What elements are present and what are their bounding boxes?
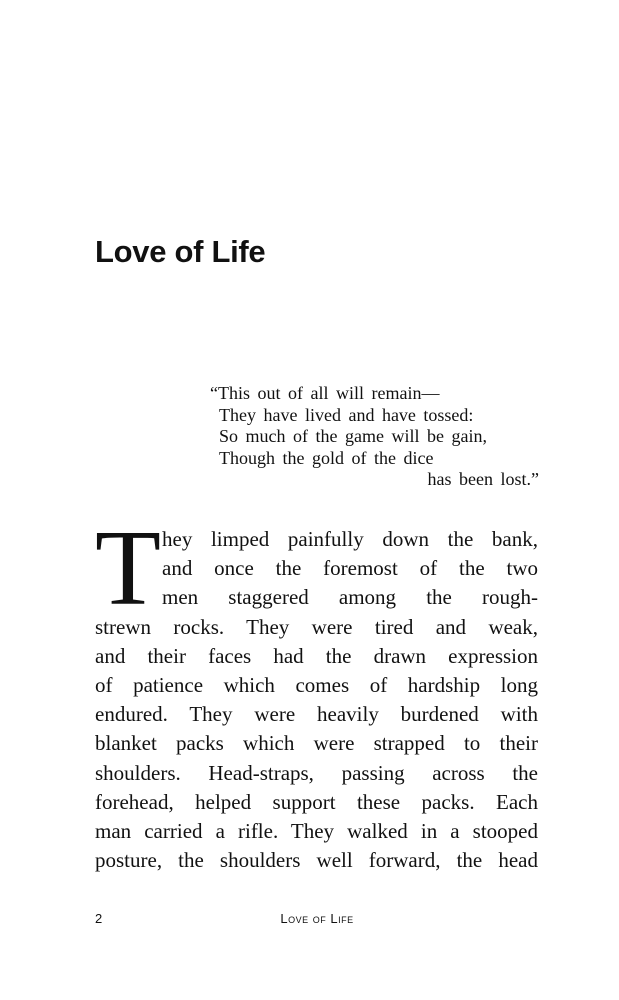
body-line: and their faces had the drawn expression xyxy=(95,643,538,668)
epigraph-line: So much of the game will be gain, xyxy=(219,426,487,447)
page-number: 2 xyxy=(95,911,103,926)
body-line: blanket packs which were strapped to their xyxy=(95,731,538,756)
chapter-title: Love of Life xyxy=(95,234,266,269)
body-paragraph xyxy=(95,509,538,875)
body-line: man carried a rifle. They walked in a stooped xyxy=(95,818,538,843)
body-line: posture, the shoulders well forward, the head xyxy=(95,848,538,873)
epigraph-line: has been lost.” xyxy=(427,469,539,490)
body-line: shoulders. Head-straps, passing across the xyxy=(95,760,538,785)
epigraph-line: They have lived and have tossed: xyxy=(219,404,474,425)
body-line: forehead, helped support these packs. Each xyxy=(95,789,538,814)
body-line: of patience which comes of hardship long xyxy=(95,672,538,697)
epigraph xyxy=(210,383,540,491)
body-line: endured. They were heavily burdened with xyxy=(95,702,538,727)
running-head: Love of Life xyxy=(280,911,354,926)
body-line: hey limped painfully down the bank, xyxy=(162,527,538,551)
body-line: men staggered among the rough- xyxy=(162,585,538,610)
epigraph-line: “This out of all will remain— xyxy=(210,383,440,403)
drop-cap: T xyxy=(95,509,161,628)
body-line: and once the foremost of the two xyxy=(162,556,538,581)
body-line: strewn rocks. They were tired and weak, xyxy=(95,614,538,639)
epigraph-line: Though the gold of the dice xyxy=(219,447,434,468)
